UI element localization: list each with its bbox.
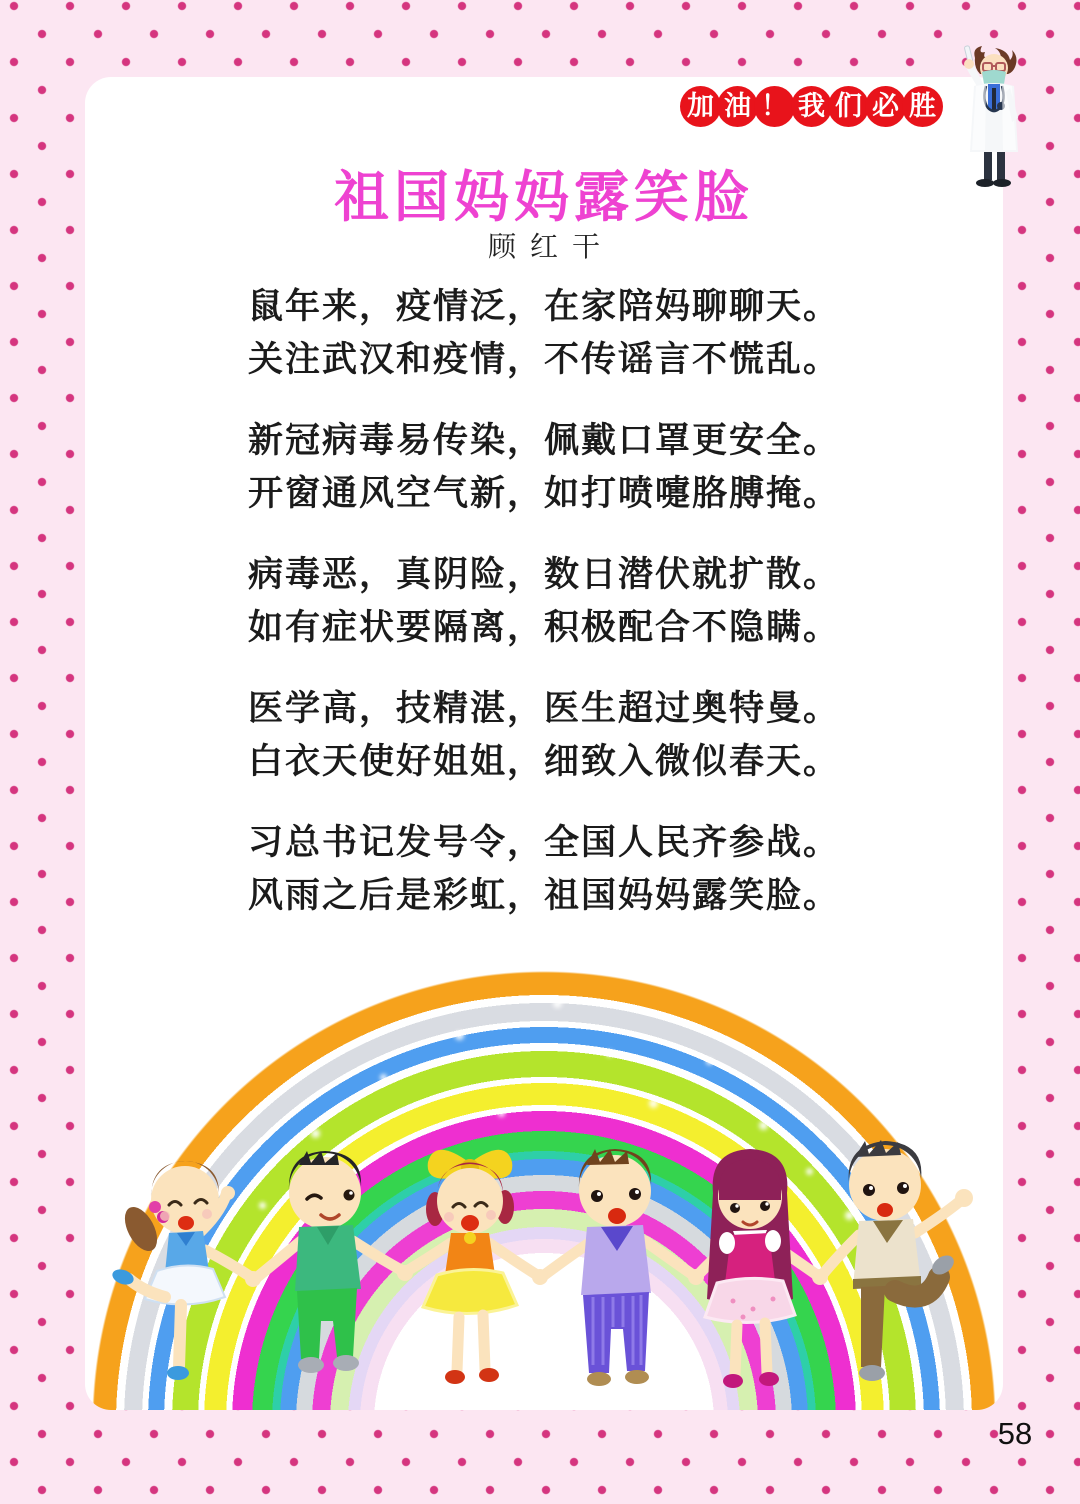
page-number: 58 — [997, 1416, 1033, 1451]
poem-line: 新冠病毒易传染，佩戴口罩更安全。 — [247, 421, 840, 460]
child-boy-purple — [579, 1149, 651, 1386]
sparkle-dots — [85, 955, 90, 960]
children-illustration — [85, 1065, 1003, 1410]
badge-char: 油 — [717, 86, 758, 127]
poem-line: 病毒恶，真阴险，数日潜伏就扩散。 — [247, 555, 840, 594]
poem-line: 医学高，技精湛，医生超过奥特曼。 — [247, 689, 840, 728]
child-boy-tan — [849, 1140, 958, 1381]
stanza-4 — [85, 682, 1003, 788]
poem-line: 开窗通风空气新，如打喷嚏胳膊掩。 — [247, 474, 840, 513]
child-girl-magenta — [705, 1149, 795, 1388]
child-boy-green — [289, 1151, 361, 1373]
stanza-5 — [85, 816, 1003, 922]
bottom-illustration — [85, 955, 1003, 1410]
poem-line: 如有症状要隔离，积极配合不隐瞒。 — [247, 608, 840, 647]
stanza-3 — [85, 548, 1003, 654]
badge-char: 必 — [865, 86, 906, 127]
poem-line: 习总书记发号令，全国人民齐参战。 — [247, 823, 840, 862]
badge-char: 胜 — [902, 86, 943, 127]
stanza-2 — [85, 414, 1003, 520]
poem-title: 祖国妈妈露笑脸 — [333, 166, 754, 228]
poem-line: 风雨之后是彩虹，祖国妈妈露笑脸。 — [247, 876, 840, 915]
poem-line: 白衣天使好姐姐，细致入微似春天。 — [247, 742, 840, 781]
child-girl-yellow-bow — [423, 1150, 517, 1384]
victory-badge — [680, 86, 943, 127]
poem-author: 顾红干 — [487, 232, 614, 263]
stanza-1 — [85, 280, 1003, 386]
child-girl-blue-ballerina — [110, 1161, 225, 1380]
content-card — [85, 77, 1003, 1410]
doctor-illustration — [952, 40, 1038, 216]
badge-char: 我 — [791, 86, 832, 127]
badge-char: ！ — [754, 86, 795, 127]
poem-line: 关注武汉和疫情，不传谣言不慌乱。 — [247, 340, 840, 379]
poem-body — [85, 280, 1003, 950]
badge-char: 加 — [680, 86, 721, 127]
poem-line: 鼠年来，疫情泛，在家陪妈聊聊天。 — [247, 287, 840, 326]
badge-char: 们 — [828, 86, 869, 127]
